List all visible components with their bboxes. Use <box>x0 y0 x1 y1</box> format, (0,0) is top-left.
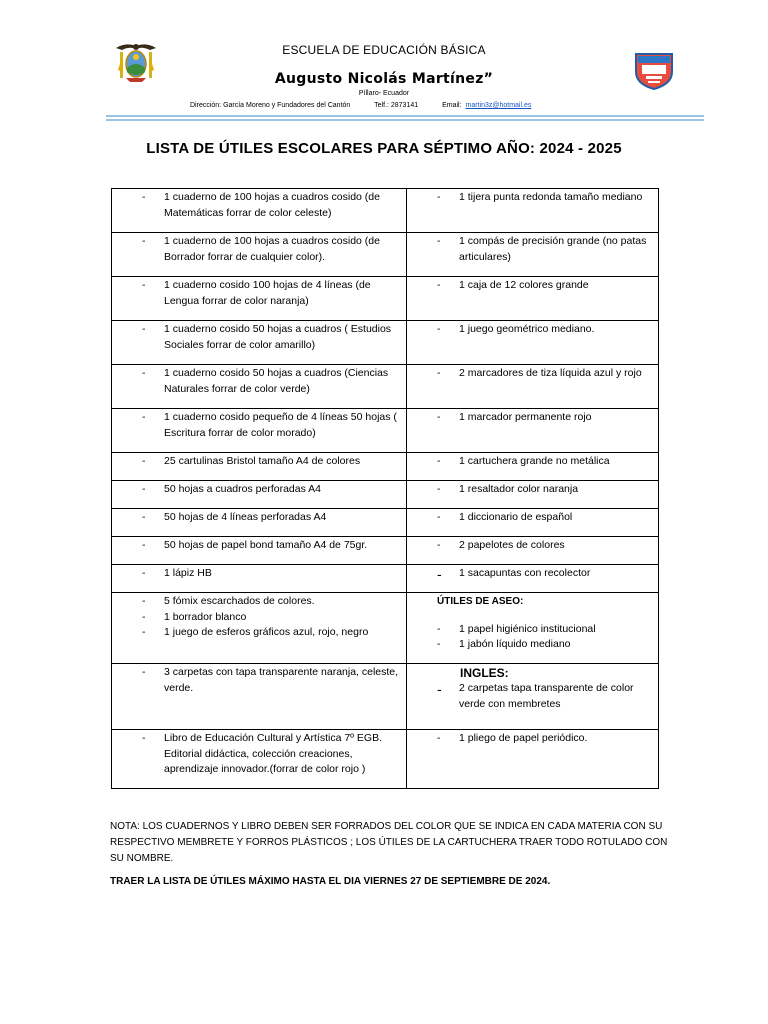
item-text: 1 jabón líquido mediano <box>459 638 571 650</box>
bullet-dash: - <box>142 610 146 623</box>
item-text: 1 cuaderno de 100 hojas a cuadros cosido (de Borrador forrar de cualquier color). <box>164 235 380 263</box>
list-item <box>116 190 402 221</box>
left-cell <box>112 189 407 233</box>
document-title: LISTA DE ÚTILES ESCOLARES PARA SÉPTIMO AÑO: 2024 - 2025 <box>146 140 622 157</box>
list-item <box>116 278 402 309</box>
right-cell <box>407 730 659 789</box>
bullet-dash: - <box>142 483 146 495</box>
bullet-dash: - <box>142 455 146 467</box>
school-location: Píllaro- Ecuador <box>358 90 410 97</box>
table-row <box>112 730 659 789</box>
bullet-dash: - <box>437 191 441 203</box>
left-cell <box>112 365 407 409</box>
bullet-dash: - <box>142 323 146 335</box>
bullet-dash: - <box>437 483 441 495</box>
list-item <box>116 610 402 626</box>
list-item <box>411 278 654 294</box>
list-item <box>411 454 654 470</box>
right-cell <box>407 593 659 664</box>
table-row <box>112 593 659 664</box>
item-text: 1 tijera punta redonda tamaño mediano <box>459 191 643 203</box>
note-text: NOTA: LOS CUADERNOS Y LIBRO DEBEN SER FORRADOS DEL COLOR QUE SE INDICA EN CADA MATERIA CON SU RESPECTIVO MEMBRETE Y FORROS PLÁSTICOS ; LOS ÚTILES DE LA CARTUCHERA TRAER TODO ROTULADO CON SU NOMBRE. <box>110 821 668 864</box>
right-cell <box>407 509 659 537</box>
bullet-dash: - <box>437 367 441 379</box>
left-cell <box>112 537 407 565</box>
list-item <box>116 322 402 353</box>
table-row <box>112 565 659 593</box>
left-cell <box>112 664 407 730</box>
left-cell <box>112 509 407 537</box>
bullet-dash: - <box>437 235 441 247</box>
item-text: 25 cartulinas Bristol tamaño A4 de colores <box>164 455 361 467</box>
left-cell <box>112 233 407 277</box>
item-text: 1 lápiz HB <box>164 567 212 579</box>
list-item <box>116 731 402 778</box>
list-item <box>116 366 402 397</box>
list-item <box>411 538 654 554</box>
table-row <box>112 509 659 537</box>
list-item <box>411 510 654 526</box>
bullet-dash: - <box>142 595 146 607</box>
right-cell <box>407 321 659 365</box>
right-cell <box>407 277 659 321</box>
left-cell <box>112 481 407 509</box>
item-text: 50 hojas de papel bond tamaño A4 de 75gr. <box>164 539 368 551</box>
left-cell <box>112 593 407 664</box>
item-text: 5 fómix escarchados de colores. <box>164 595 315 607</box>
school-name: Augusto Nicolás Martínez” <box>274 71 494 87</box>
supplies-table <box>111 188 659 789</box>
list-item <box>411 322 654 338</box>
item-text: 1 juego de esferos gráficos azul, rojo, negro <box>164 626 369 638</box>
bullet-dash: - <box>142 732 146 744</box>
list-item <box>411 410 654 426</box>
cell-heading: INGLES: <box>460 666 509 680</box>
bullet-dash: - <box>437 455 441 467</box>
right-cell <box>407 664 659 730</box>
item-text: 1 cartuchera grande no metálica <box>459 455 610 467</box>
item-text: 3 carpetas con tapa transparente naranja, celeste, verde. <box>164 666 399 694</box>
table-row <box>112 277 659 321</box>
list-item <box>411 566 654 582</box>
list-item <box>411 637 654 653</box>
bullet-dash: - <box>142 367 146 379</box>
table-row <box>112 233 659 277</box>
bullet-dash: - <box>437 622 441 635</box>
item-text: 1 sacapuntas con recolector <box>459 567 591 579</box>
bullet-dash: - <box>437 681 442 697</box>
table-row <box>112 537 659 565</box>
right-cell <box>407 565 659 593</box>
bullet-dash: - <box>142 279 146 291</box>
list-item <box>116 454 402 470</box>
header-rule-top <box>106 115 704 117</box>
school-address: Dirección: García Moreno y Fundadores del Cantón <box>190 102 351 109</box>
table-row <box>112 189 659 233</box>
bullet-dash: - <box>142 567 146 579</box>
left-cell <box>112 321 407 365</box>
bullet-dash: - <box>142 626 146 638</box>
right-cell <box>407 537 659 565</box>
left-cell <box>112 277 407 321</box>
right-cell <box>407 365 659 409</box>
right-cell <box>407 453 659 481</box>
bullet-dash: - <box>142 666 146 678</box>
right-cell <box>407 481 659 509</box>
item-text: 1 cuaderno cosido 50 hojas a cuadros ( Estudios Sociales forrar de color amarillo) <box>164 323 392 351</box>
table-row <box>112 664 659 730</box>
bullet-dash: - <box>437 638 441 650</box>
cell-heading: ÚTILES DE ASEO: <box>437 596 524 607</box>
list-item <box>411 190 654 206</box>
school-phone: Telf.: 2873141 <box>374 102 419 109</box>
item-text: 1 compás de precisión grande (no patas articulares) <box>459 235 647 263</box>
list-item <box>411 681 654 712</box>
left-cell <box>112 409 407 453</box>
item-text: 1 cuaderno cosido 50 hojas a cuadros (Ciencias Naturales forrar de color verde) <box>164 367 389 395</box>
right-cell <box>407 189 659 233</box>
item-text: 1 papel higiénico institucional <box>459 622 596 635</box>
table-row <box>112 453 659 481</box>
bullet-dash: - <box>437 323 441 335</box>
item-text: 1 borrador blanco <box>164 610 247 623</box>
list-item <box>411 622 654 638</box>
item-text: 1 cuaderno cosido pequeño de 4 líneas 50 hojas ( Escritura forrar de color morado) <box>164 411 397 439</box>
list-item <box>411 731 654 747</box>
left-cell <box>112 453 407 481</box>
email-link[interactable]: martin3z@hotmail.es <box>465 102 532 109</box>
bullet-dash: - <box>437 732 441 744</box>
bullet-dash: - <box>437 279 441 291</box>
item-text: 1 juego geométrico mediano. <box>459 323 595 335</box>
list-item <box>411 366 654 382</box>
right-cell <box>407 409 659 453</box>
list-item <box>411 482 654 498</box>
left-cell <box>112 565 407 593</box>
item-text: 1 cuaderno de 100 hojas a cuadros cosido (de Matemáticas forrar de color celeste) <box>164 191 380 219</box>
left-cell <box>112 730 407 789</box>
table-row <box>112 481 659 509</box>
bullet-dash: - <box>142 411 146 423</box>
bullet-dash: - <box>142 539 146 551</box>
item-text: Libro de Educación Cultural y Artística 7º EGB. Editorial didáctica, colección creaciones, aprendizaje innovador.(forrar de color rojo ) <box>164 732 383 775</box>
header-rule-bottom <box>106 119 704 121</box>
list-item <box>116 510 402 526</box>
list-item <box>116 566 402 582</box>
list-item <box>116 410 402 441</box>
list-item <box>116 665 402 696</box>
email-label: Email: <box>442 102 462 109</box>
list-item <box>116 538 402 554</box>
right-cell <box>407 233 659 277</box>
table-row <box>112 321 659 365</box>
item-text: 1 resaltador color naranja <box>459 483 579 495</box>
item-text: 50 hojas a cuadros perforadas A4 <box>164 483 322 495</box>
list-item <box>116 234 402 265</box>
deadline-text: TRAER LA LISTA DE ÚTILES MÁXIMO HASTA EL DIA VIERNES 27 DE SEPTIEMBRE DE 2024. <box>110 876 551 887</box>
item-text: 1 pliego de papel periódico. <box>459 732 588 744</box>
item-text: 1 diccionario de español <box>459 511 573 523</box>
contact-line <box>190 102 531 109</box>
bullet-dash: - <box>437 539 441 551</box>
list-item <box>116 625 402 641</box>
bullet-dash: - <box>437 511 441 523</box>
item-text: 2 papelotes de colores <box>459 539 565 551</box>
school-type: ESCUELA DE EDUCACIÓN BÁSICA <box>282 43 486 57</box>
bullet-dash: - <box>142 191 146 203</box>
bullet-dash: - <box>142 511 146 523</box>
table-row <box>112 409 659 453</box>
item-text: 1 cuaderno cosido 100 hojas de 4 líneas (de Lengua forrar de color naranja) <box>164 279 371 307</box>
item-text: 1 caja de 12 colores grande <box>459 279 589 291</box>
list-item <box>116 594 402 610</box>
list-item <box>411 234 654 265</box>
bullet-dash: - <box>437 411 441 423</box>
item-text: 2 carpetas tapa transparente de color verde con membretes <box>459 682 634 710</box>
bullet-dash: - <box>437 566 442 582</box>
item-text: 50 hojas de 4 líneas perforadas A4 <box>164 511 327 523</box>
bullet-dash: - <box>142 235 146 247</box>
item-text: 1 marcador permanente rojo <box>459 411 592 423</box>
table-row <box>112 365 659 409</box>
item-text: 2 marcadores de tiza líquida azul y rojo <box>459 367 642 379</box>
list-item <box>116 482 402 498</box>
